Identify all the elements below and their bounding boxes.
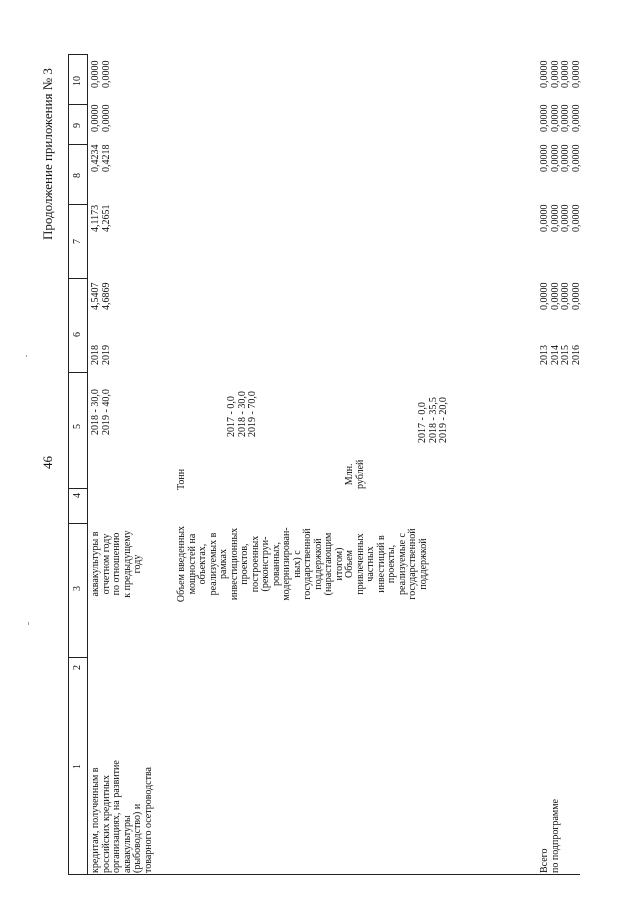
page-number: 46 [40,456,55,469]
row2-unit: Тонн [176,468,187,490]
header-10: 10 [72,76,83,86]
col-divider [68,54,88,55]
col-divider [68,144,88,145]
header-bottom-border [87,55,88,875]
row1-description: кредитам, полученным в российских кредитных организациях, на развитие аквакультуры (рыбоводство) и товарного осетроводства [90,760,154,873]
total-col7: 0,0000 0,0000 0,0000 0,0000 [539,204,582,232]
header-3: 3 [72,586,83,591]
header-8: 8 [72,173,83,178]
scan-mark [28,622,29,625]
row1-col10: 0,0000 0,0000 [90,60,112,88]
row2-target-values: 2017 - 0,0 2018 - 30,0 2019 - 70,0 [226,391,258,437]
row1-col6: 4,5407 4,6869 [90,282,112,310]
col-divider [68,488,88,489]
row3-unit: Млн. рублей [344,459,366,489]
table-left-border [87,874,580,875]
total-label: Всего по подпрограмме [539,799,561,873]
header-5: 5 [72,424,83,429]
scan-mark [26,355,27,357]
row3-indicator: Объем привлеченных частных инвестиций в проекты, реализуемые с государственной поддержкой [344,528,429,600]
total-col6: 0,0000 0,0000 0,0000 0,0000 [539,282,582,310]
header-4: 4 [72,493,83,498]
col-divider [68,874,88,875]
total-col9: 0,0000 0,0000 0,0000 0,0000 [539,104,582,132]
col-divider [68,204,88,205]
header-6: 6 [72,332,83,337]
row1-col8: 0,4234 0,4218 [90,144,112,172]
header-2: 2 [72,665,83,670]
col-divider [68,523,88,524]
row1-indicator: аквакультуры в отчетном году по отношению к предыдущему году [90,530,143,598]
continuation-title: Продолжение приложения № 3 [40,68,55,240]
total-col10: 0,0000 0,0000 0,0000 0,0000 [539,60,582,88]
header-9: 9 [72,123,83,128]
header-7: 7 [72,239,83,244]
col-divider [68,657,88,658]
col-divider [68,372,88,373]
header-1: 1 [72,764,83,769]
table-top-border [68,55,69,875]
col-divider [68,104,88,105]
col-divider [68,278,88,279]
row3-target-values: 2017 - 0,0 2018 - 35,5 2019 - 20,0 [417,397,449,443]
total-col8: 0,0000 0,0000 0,0000 0,0000 [539,144,582,172]
row1-years: 2018 2019 [90,345,112,365]
row1-col7: 4,1173 4,2651 [90,204,112,232]
row2-indicator: Объем введенных мощностей на объектах, реализуемых в рамках инвестиционных проектов, построенных (реконструи- рованных, модернизирован- ных) с государственной поддержкой (нарастающим итогом) [176,525,345,603]
row1-target-values: 2018 - 30,0 2019 - 40,0 [90,389,112,435]
row1-col9: 0,0000 0,0000 [90,104,112,132]
total-years: 2013 2014 2015 2016 [539,345,582,365]
